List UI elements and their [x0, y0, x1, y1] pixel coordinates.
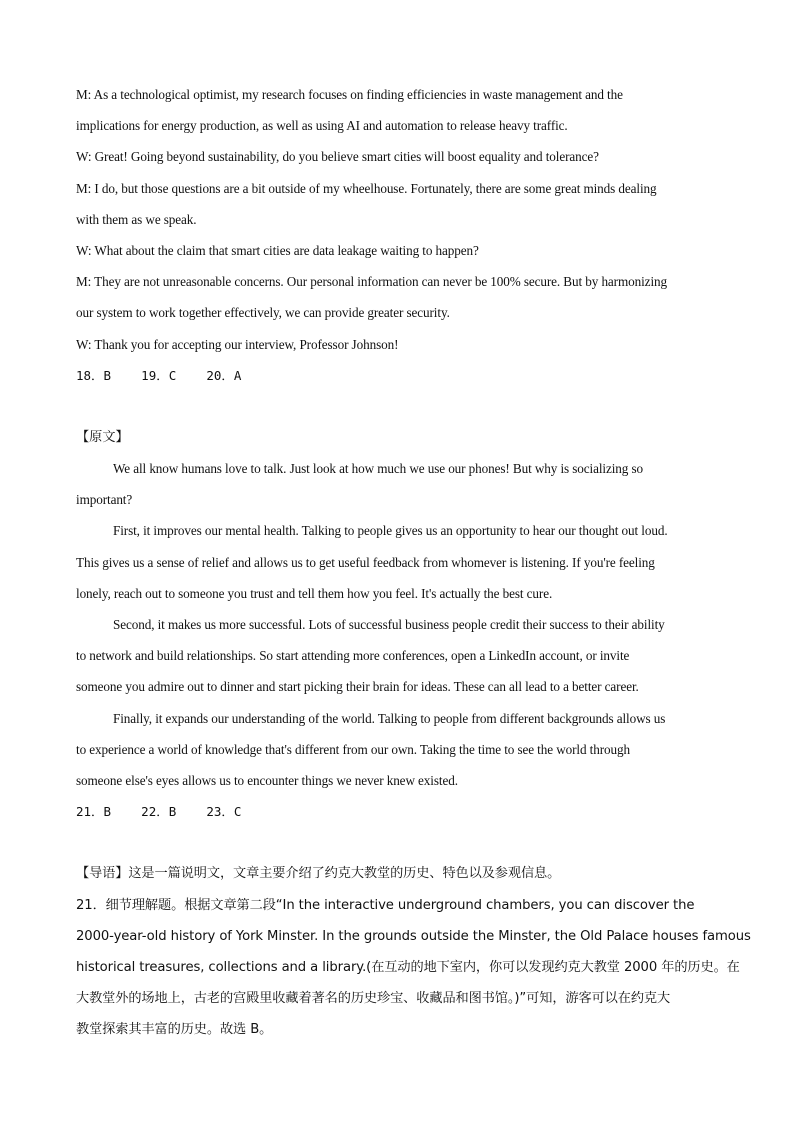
answer-key-21-23: 21．B 22．B 23．C — [76, 804, 242, 820]
original-text-heading: 【原文】 — [76, 429, 129, 445]
spacer — [76, 827, 720, 858]
passage-line: to experience a world of knowledge that's different from our own. Taking the time to see the world through — [76, 741, 630, 757]
passage-section — [76, 453, 720, 796]
passage-line: someone you admire out to dinner and start picking their brain for ideas. These can all lead to a better career. — [76, 679, 639, 695]
dialogue-line: M: They are not unreasonable concerns. Our personal information can never be 100% secure. But by harmonizing — [76, 274, 667, 290]
spacer — [76, 391, 720, 422]
passage-line: This gives us a sense of relief and allows us to get useful feedback from whomever is listening. If you're feeling — [76, 554, 655, 570]
document-page — [76, 79, 751, 1045]
passage-line: Second, it makes us more successful. Lots of successful business people credit their success to their ability — [113, 617, 665, 632]
passage-line: important? — [76, 492, 133, 508]
analysis-line: 21．细节理解题。根据文章第二段“In the interactive underground chambers, you can discover the — [76, 897, 695, 913]
dialogue-section — [76, 79, 720, 360]
analysis-line: historical treasures, collections and a library.(在互动的地下室内，你可以发现约克大教堂 2000 年的历史。在 — [76, 959, 740, 975]
analysis-line: 大教堂外的场地上，古老的宫殿里收藏着著名的历史珍宝、收藏品和图书馆。)”可知，游客可以在约克大 — [76, 991, 671, 1007]
passage-line: We all know humans love to talk. Just look at how much we use our phones! But why is socializing so — [113, 461, 644, 477]
dialogue-line: implications for energy production, as well as using AI and automation to release heavy traffic. — [76, 118, 568, 134]
dialogue-line: W: Great! Going beyond sustainability, do you believe smart cities will boost equality and tolerance? — [76, 149, 599, 165]
answer-key-18-20: 18．B 19．C 20．A — [76, 367, 242, 383]
dialogue-line: our system to work together effectively, we can provide greater security. — [76, 305, 450, 321]
dialogue-line: with them as we speak. — [76, 211, 197, 227]
dialogue-line: M: I do, but those questions are a bit outside of my wheelhouse. Fortunately, there are some great minds dealing — [76, 180, 657, 196]
dialogue-line: W: What about the claim that smart cities are data leakage waiting to happen? — [76, 242, 479, 258]
analysis-section — [76, 890, 751, 1046]
analysis-line: 2000-year-old history of York Minster. In the grounds outside the Minster, the Old Palace houses famous — [76, 928, 751, 944]
passage-line: to network and build relationships. So start attending more conferences, open a LinkedIn account, or invite — [76, 648, 630, 664]
passage-line: someone else's eyes allows us to encounter things we never knew existed. — [76, 772, 458, 788]
guide-paragraph: 【导语】这是一篇说明文，文章主要介绍了约克大教堂的历史、特色以及参观信息。 — [76, 866, 561, 882]
passage-line: lonely, reach out to someone you trust and tell them how you feel. It's actually the best cure. — [76, 585, 553, 601]
passage-line: First, it improves our mental health. Talking to people gives us an opportunity to hear our thought out loud. — [113, 523, 668, 539]
passage-line: Finally, it expands our understanding of the world. Talking to people from different backgrounds allows us — [113, 710, 666, 726]
dialogue-line: M: As a technological optimist, my research focuses on finding efficiencies in waste management and the — [76, 87, 623, 102]
analysis-line: 教堂探索其丰富的历史。故选 B。 — [76, 1022, 273, 1038]
dialogue-line: W: Thank you for accepting our interview, Professor Johnson! — [76, 336, 399, 352]
